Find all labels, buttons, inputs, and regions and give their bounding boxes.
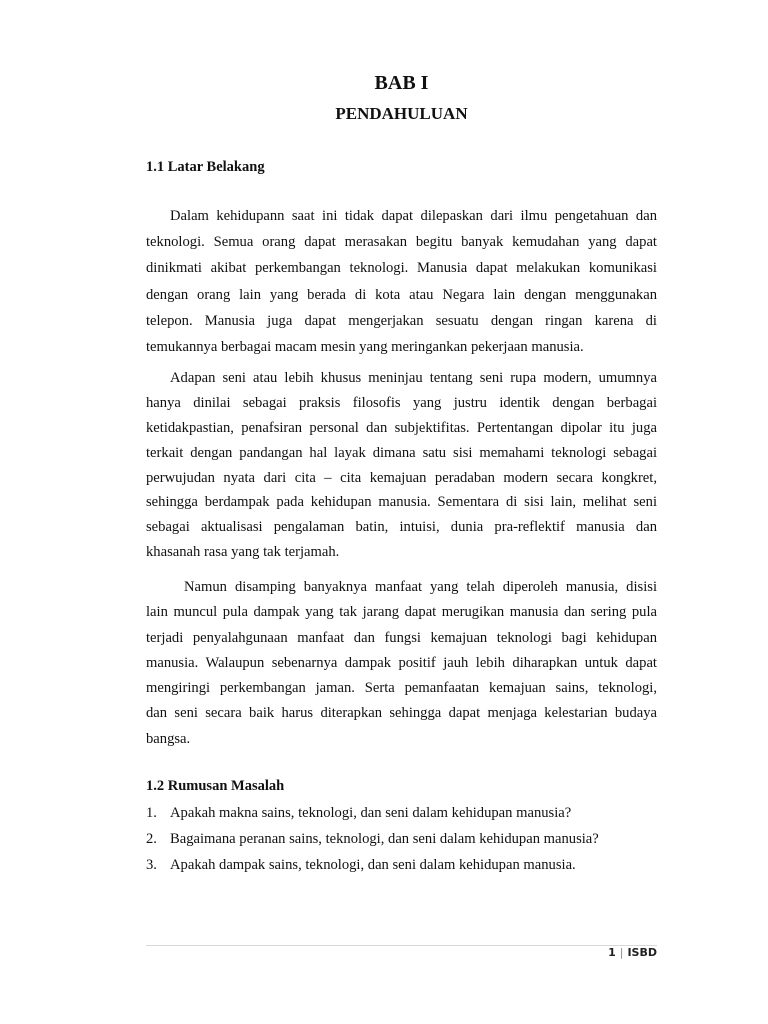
paragraph-line: sehingga berdampak pada kehidupan manusia. Sementara di sisi lain, melihat seni (146, 494, 657, 511)
paragraph-line: mengiringi perkembangan jaman. Serta pemanfaatan kemajuan sains, teknologi, (146, 680, 657, 697)
list-text: Bagaimana peranan sains, teknologi, dan seni dalam kehidupan manusia? (170, 831, 599, 847)
question-list (146, 802, 599, 880)
paragraph-line: telepon. Manusia juga dapat mengerjakan sesuatu dengan ringan karena di (146, 312, 657, 329)
paragraph-line: dengan orang lain yang berada di kota atau Negara lain dengan menggunakan (146, 286, 657, 303)
paragraph-2 (146, 367, 657, 566)
paragraph-line: ketidakpastian, penafsiran personal dan subjektifitas. Pertentangan dipolar itu juga (146, 419, 657, 436)
paragraph-line: perwujudan nyata dari cita – cita kemajuan peradaban modern secara kongkret, (146, 469, 657, 486)
section-heading-latar-belakang: 1.1 Latar Belakang (146, 159, 265, 175)
footer-divider (146, 945, 657, 946)
paragraph-line: Namun disamping banyaknya manfaat yang telah diperoleh manusia, disisi (184, 579, 657, 595)
paragraph-line: dinikmati akibat perkembangan teknologi. Manusia dapat melakukan komunikasi (146, 260, 657, 277)
paragraph-line: temukannya berbagai macam mesin yang meringankan pekerjaan manusia. (146, 338, 584, 355)
paragraph-line: bangsa. (146, 730, 191, 747)
footer-label: ISBD (627, 946, 657, 959)
paragraph-line: manusia. Walaupun sebenarnya dampak positif jauh lebih diharapkan untuk dapat (146, 654, 657, 671)
list-text: Apakah dampak sains, teknologi, dan seni dalam kehidupan manusia. (170, 857, 576, 873)
chapter-title: PENDAHULUAN (335, 104, 468, 123)
paragraph-line: terjadi penyalahgunaan manfaat dan fungsi kemajuan teknologi bagi kehidupan (146, 629, 657, 646)
paragraph-line: Dalam kehidupann saat ini tidak dapat dilepaskan dari ilmu pengetahuan dan (170, 208, 657, 224)
list-number: 3. (146, 857, 157, 873)
list-item (146, 802, 599, 828)
list-item (146, 828, 599, 854)
list-number: 2. (146, 831, 157, 847)
paragraph-line: hanya dinilai sebagai praksis filosofis yang justru identik dengan berbagai (146, 394, 657, 411)
footer-separator: | (619, 946, 624, 959)
paragraph-line: sebagai aktualisasi pengalaman batin, intuisi, dunia pra-reflektif manusia dan (146, 519, 657, 536)
page-number: 1 (608, 946, 616, 959)
paragraph-3 (146, 576, 657, 753)
paragraph-1 (146, 205, 657, 362)
paragraph-line: terkait dengan pandangan hal layak dimana satu sisi memahami teknologi sebagai (146, 444, 657, 461)
section-heading-rumusan-masalah: 1.2 Rumusan Masalah (146, 778, 285, 794)
paragraph-line: khasanah rasa yang tak terjamah. (146, 544, 340, 561)
list-item (146, 854, 599, 880)
list-number: 1. (146, 805, 157, 821)
paragraph-line: Adapan seni atau lebih khusus meninjau tentang seni rupa modern, umumnya (170, 370, 657, 386)
chapter-heading: BAB I (374, 72, 429, 94)
paragraph-line: teknologi. Semua orang dapat merasakan begitu banyak kemudahan yang dapat (146, 234, 657, 251)
page-footer (608, 946, 657, 959)
list-text: Apakah makna sains, teknologi, dan seni dalam kehidupan manusia? (170, 805, 572, 821)
paragraph-line: lain muncul pula dampak yang tak jarang dapat merugikan manusia dan sering pula (146, 604, 657, 621)
paragraph-line: dan seni secara baik harus diterapkan sehingga dapat menjaga kelestarian budaya (146, 705, 657, 722)
